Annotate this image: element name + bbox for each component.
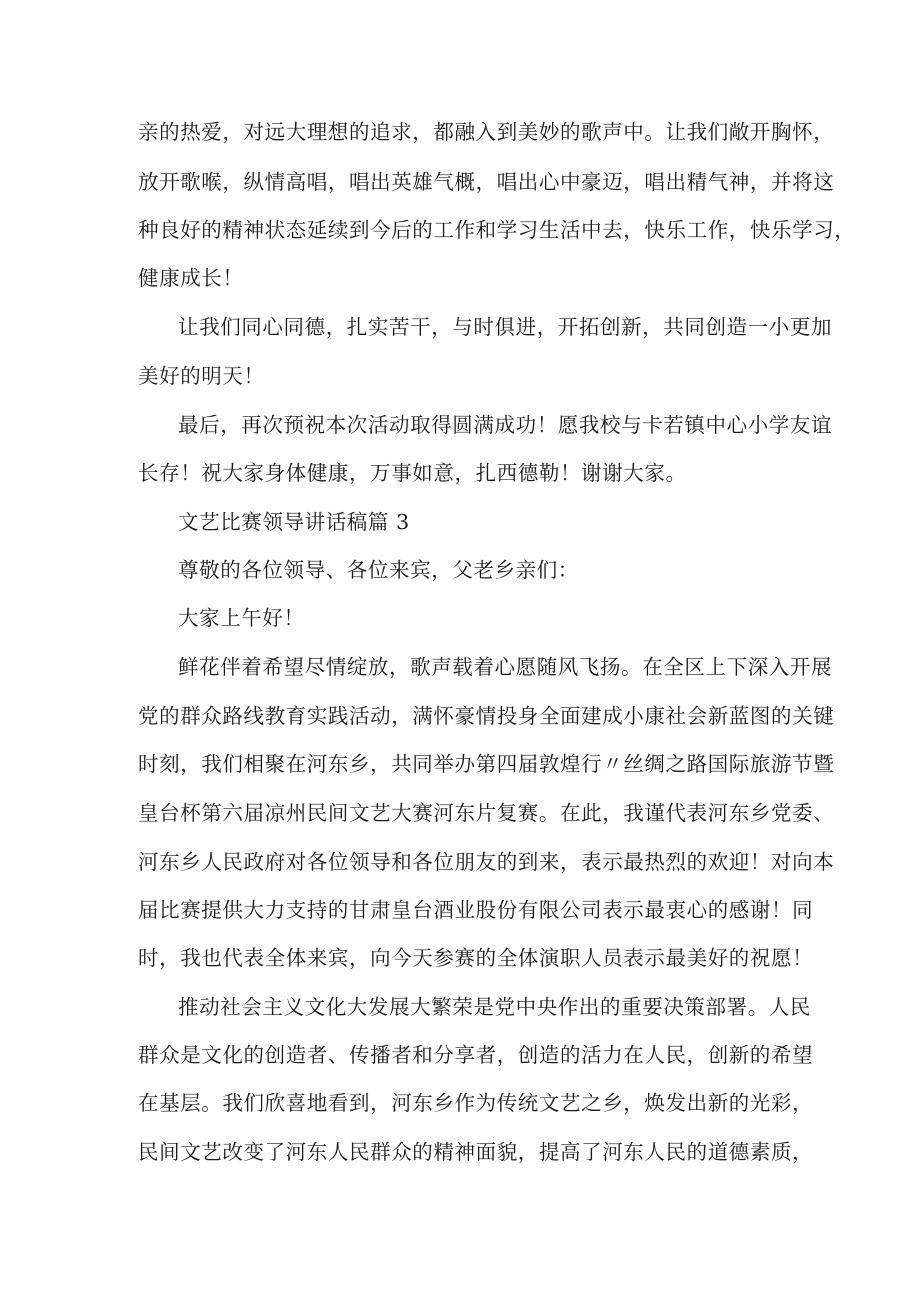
paragraph-first-line: 鲜花伴着希望尽情绽放，歌声载着心愿随风飞扬。在全区上下深入开展	[178, 655, 833, 679]
text-line: 美好的明天！	[138, 364, 265, 388]
text-line: 时，我也代表全体来宾，向今天参赛的全体演职人员表示最美好的祝愿！	[138, 946, 814, 970]
text-line: 时刻，我们相聚在河东乡，共同举办第四届敦煌行〃丝绸之路国际旅游节暨	[138, 752, 835, 776]
text-line: 亲的热爱，对远大理想的追求，都融入到美妙的歌声中。让我们敞开胸怀，	[138, 120, 835, 144]
text-line: 皇台杯第六届凉州民间文艺大赛河东片复赛。在此，我谨代表河东乡党委、	[138, 801, 835, 825]
paragraph-first-line: 让我们同心同德，扎实苦干，与时俱进，开拓创新，共同创造一小更加	[178, 315, 833, 339]
text-line: 民间文艺改变了河东人民群众的精神面貌，提高了河东人民的道德素质，	[138, 1140, 814, 1164]
text-line: 群众是文化的创造者、传播者和分享者，创造的活力在人民，创新的希望	[138, 1043, 814, 1067]
greeting: 大家上午好！	[178, 606, 305, 630]
text-line: 在基层。我们欣喜地看到，河东乡作为传统文艺之乡，焕发出新的光彩，	[138, 1091, 814, 1115]
text-line: 放开歌喉，纵情高唱，唱出英雄气概，唱出心中豪迈，唱出精气神，并将这	[138, 170, 835, 194]
paragraph-first-line: 推动社会主义文化大发展大繁荣是党中央作出的重要决策部署。人民	[178, 995, 811, 1019]
text-line: 党的群众路线教育实践活动，满怀豪情投身全面建成小康社会新蓝图的关键	[138, 704, 835, 728]
paragraph-first-line: 最后，再次预祝本次活动取得圆满成功！愿我校与卡若镇中心小学友谊	[178, 413, 833, 437]
text-line: 届比赛提供大力支持的甘肃皇台酒业股份有限公司表示最衷心的感谢！同	[138, 898, 814, 922]
text-line: 河东乡人民政府对各位领导和各位朋友的到来，表示最热烈的欢迎！对向本	[138, 850, 835, 874]
text-line: 种良好的精神状态延续到今后的工作和学习生活中去，快乐工作，快乐学习，	[138, 218, 856, 242]
text-line: 健康成长！	[138, 266, 244, 290]
section-title: 文艺比赛领导讲话稿篇 3	[178, 510, 410, 534]
text-line: 长存！祝大家身体健康，万事如意，扎西德勒！谢谢大家。	[138, 461, 687, 485]
salutation: 尊敬的各位领导、各位来宾，父老乡亲们：	[178, 558, 579, 582]
